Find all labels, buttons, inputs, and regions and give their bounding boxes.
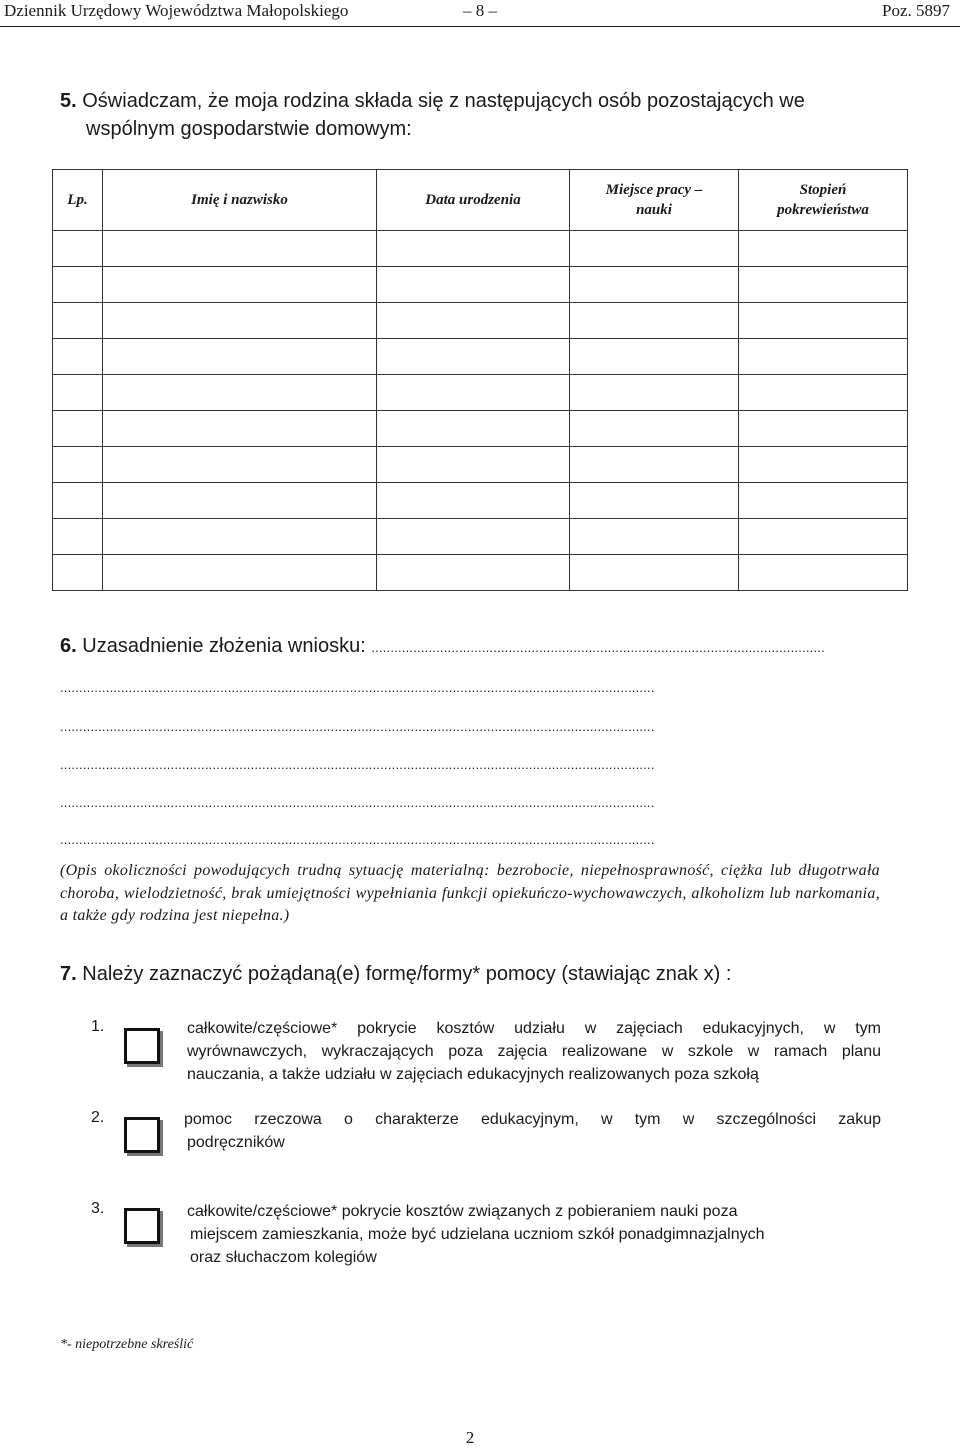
table-cell[interactable]	[103, 411, 377, 447]
table-cell[interactable]	[53, 231, 103, 267]
table-cell[interactable]	[570, 519, 739, 555]
option-1-line1: całkowite/częściowe* pokrycie kosztów udziału w zajęciach edukacyjnych, w tym	[187, 1020, 881, 1037]
table-cell[interactable]	[739, 267, 908, 303]
option-2-checkbox[interactable]	[124, 1117, 160, 1153]
table-cell[interactable]	[377, 303, 570, 339]
table-cell[interactable]	[377, 483, 570, 519]
table-cell[interactable]	[377, 447, 570, 483]
table-cell[interactable]	[103, 267, 377, 303]
table-cell[interactable]	[53, 447, 103, 483]
table-cell[interactable]	[103, 303, 377, 339]
table-row	[53, 519, 908, 555]
option-2-text	[184, 1108, 881, 1154]
section-5-text-line2: wspólnym gospodarstwie domowym:	[86, 118, 412, 140]
journal-title: Dziennik Urzędowy Województwa Małopolskiego	[4, 1, 349, 20]
table-cell[interactable]	[570, 447, 739, 483]
table-cell[interactable]	[53, 483, 103, 519]
column-header-birth-date: Data urodzenia	[377, 170, 570, 231]
table-cell[interactable]	[739, 303, 908, 339]
option-1-line2: wyrównawczych, wykraczających poza zajęcia realizowane w szkole w ramach planu	[187, 1043, 881, 1060]
table-cell[interactable]	[103, 375, 377, 411]
justification-line[interactable]: ............................................................................................................................................................	[60, 719, 655, 734]
table-cell[interactable]	[53, 375, 103, 411]
table-cell[interactable]	[739, 555, 908, 591]
table-cell[interactable]	[53, 267, 103, 303]
table-cell[interactable]	[570, 375, 739, 411]
table-cell[interactable]	[570, 411, 739, 447]
section-6-number: 6.	[60, 635, 77, 657]
section-6-heading	[60, 632, 890, 662]
justification-line[interactable]: ............................................................................................................................................................	[60, 680, 655, 695]
page-number: 2	[465, 1428, 475, 1447]
table-cell[interactable]	[739, 447, 908, 483]
page-marker: – 8 –	[463, 1, 497, 20]
table-cell[interactable]	[739, 519, 908, 555]
table-cell[interactable]	[570, 339, 739, 375]
table-cell[interactable]	[377, 411, 570, 447]
section-7-number: 7.	[60, 963, 77, 985]
option-1-number: 1.	[91, 1018, 105, 1035]
table-cell[interactable]	[377, 339, 570, 375]
header-divider	[0, 26, 960, 27]
table-cell[interactable]	[103, 519, 377, 555]
table-header-row	[53, 170, 908, 231]
position-number: Poz. 5897	[882, 1, 950, 20]
justification-note: (Opis okoliczności powodujących trudną sytuację materialną: bezrobocie, niepełnosprawność, ciężka lub długotrwała choroba, wielodzietność, brak umiejętności wypełniania funkcji opiekuńczo-wychowawczych, alkoholizm lub narkomania, a także gdy rodzina jest niepełna.)	[60, 862, 880, 924]
table-cell[interactable]	[103, 555, 377, 591]
option-1-checkbox[interactable]	[124, 1028, 160, 1064]
table-row	[53, 555, 908, 591]
table-cell[interactable]	[103, 447, 377, 483]
table-cell[interactable]	[739, 375, 908, 411]
table-cell[interactable]	[103, 483, 377, 519]
option-3-line3: oraz słuchaczom kolegiów	[190, 1249, 377, 1266]
section-5-number: 5.	[60, 90, 77, 112]
justification-line[interactable]: ............................................................................................................................................................	[60, 795, 655, 810]
table-cell[interactable]	[739, 411, 908, 447]
table-cell[interactable]	[739, 231, 908, 267]
table-row	[53, 375, 908, 411]
section-7-heading	[60, 960, 920, 988]
table-row	[53, 303, 908, 339]
table-row	[53, 411, 908, 447]
table-cell[interactable]	[570, 267, 739, 303]
table-cell[interactable]	[570, 303, 739, 339]
table-cell[interactable]	[377, 231, 570, 267]
table-cell[interactable]	[103, 231, 377, 267]
table-row	[53, 483, 908, 519]
table-cell[interactable]	[53, 339, 103, 375]
option-1-line3: nauczania, a także udziału w zajęciach edukacyjnych realizowanych poza szkołą	[187, 1066, 759, 1083]
section-6-title: Uzasadnienie złożenia wniosku:	[82, 635, 366, 657]
table-cell[interactable]	[53, 555, 103, 591]
table-cell[interactable]	[377, 555, 570, 591]
option-3-line1: całkowite/częściowe* pokrycie kosztów związanych z pobieraniem nauki poza	[187, 1203, 738, 1220]
table-cell[interactable]	[377, 375, 570, 411]
justification-line[interactable]: ............................................................................................................................................................	[60, 757, 655, 772]
table-cell[interactable]	[53, 303, 103, 339]
household-members-table	[52, 169, 908, 591]
section-5-text-line1: Oświadczam, że moja rodzina składa się z następujących osób pozostających we	[82, 90, 805, 112]
justification-line[interactable]: ............................................................................................................................................................	[60, 832, 655, 847]
option-2-line2: podręczników	[187, 1134, 285, 1151]
option-2-number: 2.	[91, 1109, 105, 1126]
table-cell[interactable]	[570, 483, 739, 519]
table-cell[interactable]	[53, 519, 103, 555]
section-7-title: Należy zaznaczyć pożądaną(e) formę/formy* pomocy (stawiając znak x) :	[82, 963, 732, 985]
table-cell[interactable]	[53, 411, 103, 447]
table-cell[interactable]	[377, 519, 570, 555]
footnote: *- niepotrzebne skreślić	[60, 1337, 194, 1352]
column-header-relationship: Stopień pokrewieństwa	[739, 170, 908, 231]
table-row	[53, 267, 908, 303]
option-3-text	[187, 1200, 887, 1269]
column-header-workplace: Miejsce pracy – nauki	[570, 170, 739, 231]
option-1-text	[187, 1017, 881, 1086]
option-2-line1: pomoc rzeczowa o charakterze edukacyjnym, w tym w szczególności zakup	[184, 1111, 881, 1128]
table-row	[53, 231, 908, 267]
table-cell[interactable]	[739, 483, 908, 519]
table-cell[interactable]	[570, 231, 739, 267]
option-3-line2: miejscem zamieszkania, może być udzielana uczniom szkół ponadgimnazjalnych	[190, 1226, 765, 1243]
option-3-number: 3.	[91, 1200, 105, 1217]
option-3-checkbox[interactable]	[124, 1208, 160, 1244]
section-5-heading	[60, 87, 900, 143]
justification-first-line[interactable]: .......................................................................................................................	[371, 640, 825, 655]
table-cell[interactable]	[570, 555, 739, 591]
table-cell[interactable]	[103, 339, 377, 375]
table-cell[interactable]	[377, 267, 570, 303]
table-row	[53, 339, 908, 375]
table-cell[interactable]	[739, 339, 908, 375]
column-header-name: Imię i nazwisko	[103, 170, 377, 231]
page-header	[0, 0, 960, 28]
column-header-lp: Lp.	[53, 170, 103, 231]
table-row	[53, 447, 908, 483]
